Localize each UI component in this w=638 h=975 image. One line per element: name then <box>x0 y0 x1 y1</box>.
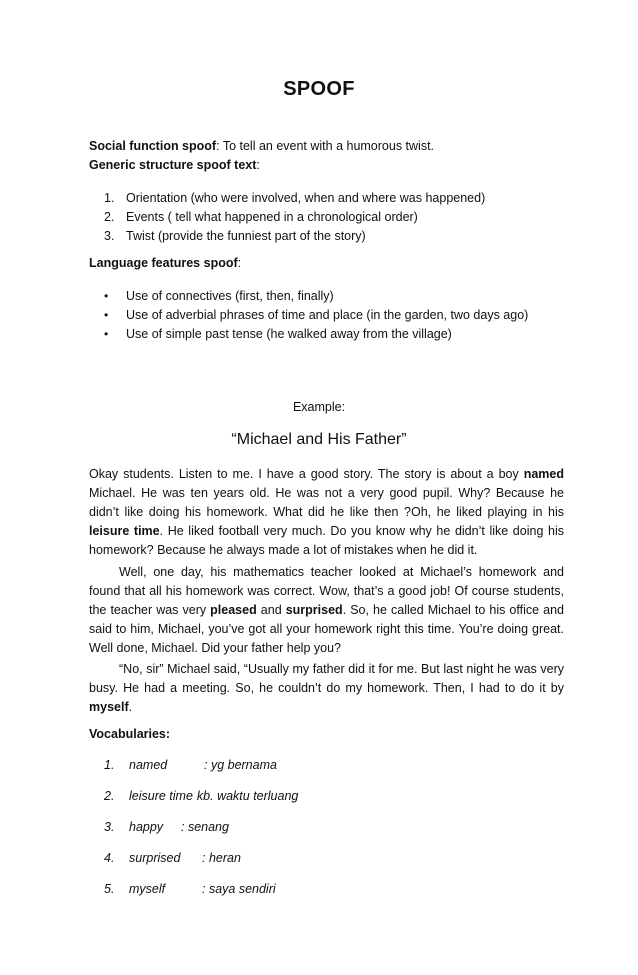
generic-structure-colon: : <box>256 158 260 172</box>
bullet-icon: • <box>104 327 109 341</box>
vocab-meaning: : yg bernama <box>204 758 277 772</box>
list-text: Events ( tell what happened in a chronological order) <box>126 210 418 224</box>
list-text: Use of adverbial phrases of time and place (in the garden, two days ago) <box>126 308 529 322</box>
features-list <box>104 287 584 344</box>
story-paragraph-1 <box>89 465 564 560</box>
example-label: Example: <box>292 400 346 414</box>
list-item <box>104 208 584 227</box>
language-features-colon: : <box>237 256 242 270</box>
vocab-number: 3. <box>104 820 115 834</box>
vocab-word: surprised <box>129 851 181 865</box>
vocab-meaning: kb. waktu terluang <box>196 789 299 803</box>
vocab-item <box>104 818 229 837</box>
list-text: Use of connectives (first, then, finally) <box>126 289 334 303</box>
vocab-number: 2. <box>104 789 115 803</box>
vocab-item <box>104 849 241 868</box>
story-bold-word: named <box>523 467 564 481</box>
list-number: 2. <box>104 210 115 224</box>
vocab-number: 1. <box>104 758 115 772</box>
story-text: Well, one day, his mathematics teacher looked at Michael’s homework and found that all his homework was correct. Wow, that’s a good job! Of course students, the teacher was very <box>89 565 564 617</box>
story-bold-word: surprised <box>285 603 343 617</box>
story-text: Okay students. Listen to me. I have a good story. The story is about a boy <box>89 467 524 481</box>
list-item <box>104 287 584 306</box>
story-text: “No, sir” Michael said, “Usually my father did it for me. But last night he was very busy. He had a meeting. So, he couldn’t do my homework. Then, I had to do it by <box>89 662 564 695</box>
vocab-word: happy <box>129 820 164 834</box>
list-text: Orientation (who were involved, when and where was happened) <box>126 191 486 205</box>
list-item <box>104 325 584 344</box>
vocab-word: leisure time <box>129 789 193 803</box>
social-function-text: : To tell an event with a humorous twist. <box>216 139 435 153</box>
story-text: Michael. He was ten years old. He was not a very good pupil. Why? Because he didn’t like doing his homework. What did he like then ?Oh, he liked playing in his <box>89 486 564 519</box>
language-features-line <box>89 254 569 273</box>
language-features-label: Language features spoof <box>89 256 238 270</box>
bullet-icon: • <box>104 308 109 322</box>
story-text: . So, he called Michael to his office and said to him, Michael, you’ve got all your homework right this time. You’re doing great. Well done, Michael. Did your father help you? <box>89 603 564 655</box>
story-paragraph-3 <box>89 660 564 717</box>
list-number: 1. <box>104 191 115 205</box>
list-number: 3. <box>104 229 115 243</box>
vocab-item <box>104 787 298 806</box>
structure-list <box>104 189 584 246</box>
generic-structure-line <box>89 156 569 175</box>
list-item <box>104 189 584 208</box>
story-text: and <box>256 603 286 617</box>
vocab-word: myself <box>129 882 166 896</box>
list-text: Use of simple past tense (he walked away from the village) <box>126 327 452 341</box>
vocab-item <box>104 880 276 899</box>
story-bold-word: pleased <box>210 603 257 617</box>
story-paragraph-2 <box>89 563 564 658</box>
social-function-label: Social function spoof <box>89 139 217 153</box>
story-bold-word: leisure time <box>89 524 160 538</box>
vocab-meaning: : senang <box>181 820 229 834</box>
document-title: SPOOF <box>283 78 355 100</box>
generic-structure-label: Generic structure spoof text <box>89 158 257 172</box>
vocab-meaning: : heran <box>202 851 241 865</box>
vocab-number: 4. <box>104 851 115 865</box>
story-text: . <box>128 700 133 714</box>
bullet-icon: • <box>104 289 109 303</box>
list-item <box>104 227 584 246</box>
story-text: . He liked football very much. Do you know why he didn’t like doing his homework? Because he always made a lot of mistakes when he did it. <box>89 524 564 557</box>
vocab-number: 5. <box>104 882 115 896</box>
vocab-meaning: : saya sendiri <box>202 882 276 896</box>
vocab-heading: Vocabularies: <box>89 727 171 741</box>
vocab-item <box>104 756 277 775</box>
list-item <box>104 306 584 325</box>
vocab-word: named <box>129 758 168 772</box>
list-text: Twist (provide the funniest part of the story) <box>126 229 366 243</box>
social-function-line <box>89 137 569 156</box>
story-title: “Michael and His Father” <box>231 431 407 448</box>
story-bold-word: myself <box>89 700 129 714</box>
